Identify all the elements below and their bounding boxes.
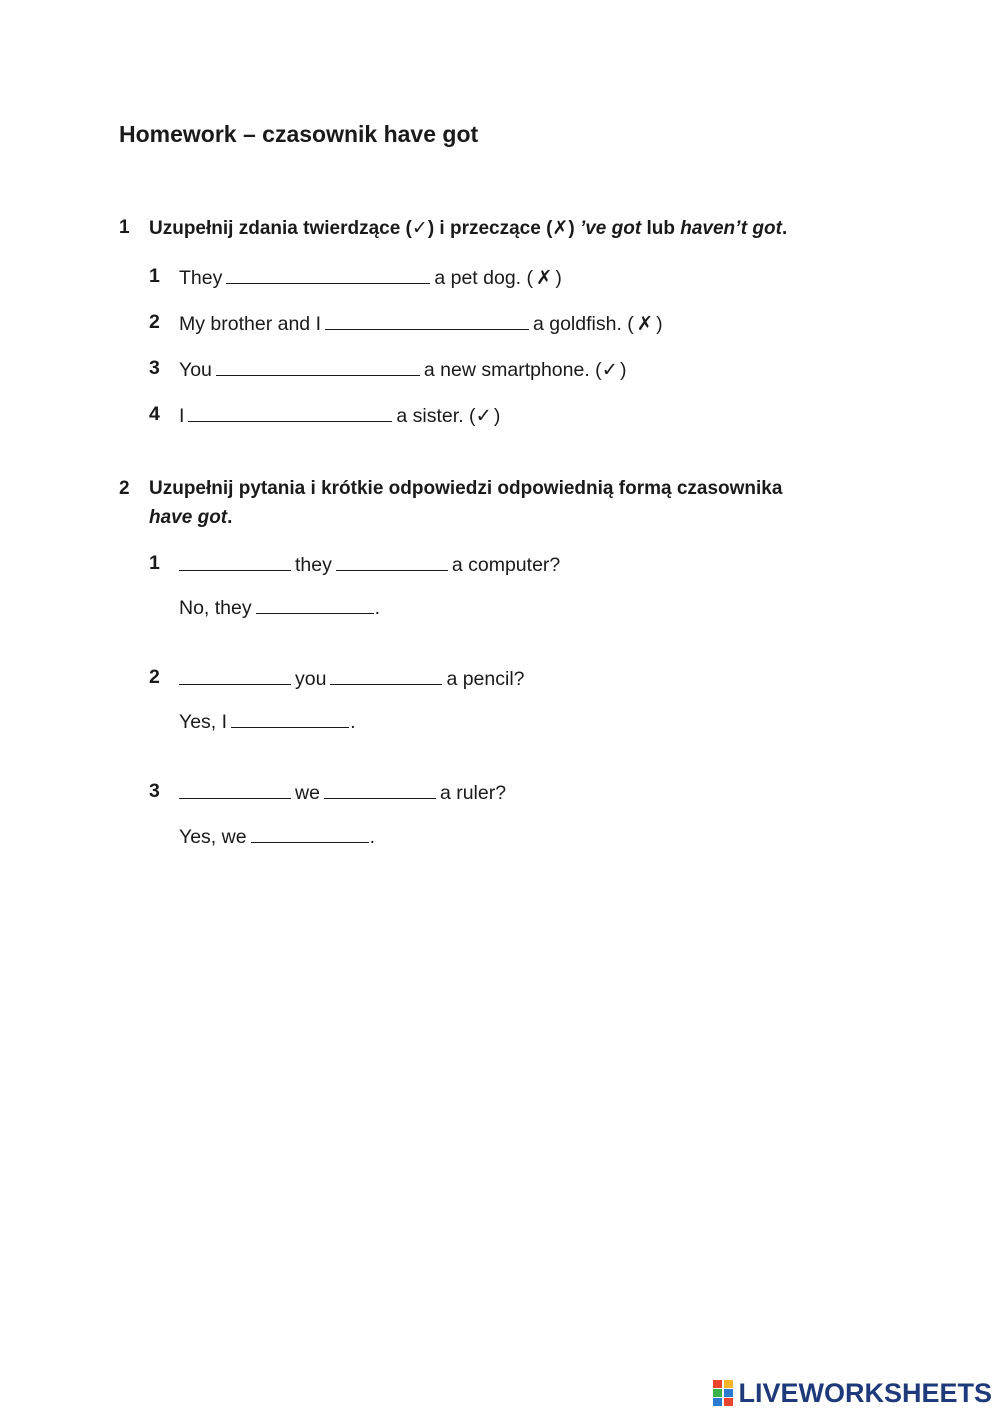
sentence-start: I <box>179 405 185 427</box>
instruction-text: . <box>781 218 788 239</box>
item-number: 3 <box>149 357 160 379</box>
sentence-start: They <box>179 267 223 289</box>
question-subject: you <box>295 668 327 690</box>
cross-mark-icon: ✗ <box>636 313 654 335</box>
check-mark-icon: ✓ <box>411 218 428 239</box>
check-mark-icon: ✓ <box>601 359 619 381</box>
cross-mark-icon: ✗ <box>552 218 569 239</box>
sentence-end: ) <box>620 359 627 381</box>
instruction-text: ) i przeczące ( <box>427 218 553 239</box>
instruction-text: . <box>227 507 233 528</box>
item-number: 1 <box>149 552 160 574</box>
answer-blank[interactable] <box>325 311 529 330</box>
sentence-end: ) <box>493 405 501 427</box>
instruction-text: ) <box>568 218 580 239</box>
sentence-start: You <box>179 359 212 381</box>
answer-blank[interactable] <box>336 552 448 571</box>
short-answer-end: . <box>374 597 381 619</box>
short-answer-start: Yes, I <box>179 711 228 733</box>
instruction-keyword: have got <box>149 507 228 528</box>
answer-blank[interactable] <box>231 709 349 728</box>
instruction-keyword: ’ve got <box>579 218 642 239</box>
answer-blank[interactable] <box>324 780 436 799</box>
page-title: Homework – czasownik have got <box>119 121 479 147</box>
question-end: a pencil? <box>446 668 525 690</box>
answer-blank[interactable] <box>216 357 420 376</box>
exercise-number: 1 <box>119 217 130 238</box>
sentence-end: a goldfish. ( <box>532 313 634 335</box>
check-mark-icon: ✓ <box>475 405 492 427</box>
question-end: a ruler? <box>439 782 507 804</box>
sentence-end: a pet dog. ( <box>434 267 534 289</box>
instruction-keyword: haven’t got <box>680 218 782 239</box>
exercise-1-instruction <box>119 217 919 243</box>
answer-blank[interactable] <box>179 666 291 685</box>
instruction-text: lub <box>641 218 681 239</box>
item-number: 2 <box>149 666 160 688</box>
short-answer-start: Yes, we <box>179 826 247 848</box>
sentence-end: ) <box>555 267 562 289</box>
cross-mark-icon: ✗ <box>536 267 553 289</box>
instruction-text: Uzupełnij pytania i krótkie odpowiedzi odpowiednią formą czasownika <box>149 478 783 499</box>
short-answer-end: . <box>350 711 356 733</box>
question-subject: we <box>295 782 320 804</box>
answer-blank[interactable] <box>256 595 374 614</box>
logo-mark-icon <box>713 1380 735 1406</box>
exercise-2-instruction <box>119 478 919 538</box>
question-subject: they <box>295 554 332 576</box>
item-number: 1 <box>149 265 160 287</box>
answer-blank[interactable] <box>179 780 291 799</box>
answer-blank[interactable] <box>188 403 392 422</box>
answer-blank[interactable] <box>226 265 430 284</box>
item-number: 4 <box>149 403 160 425</box>
answer-blank[interactable] <box>330 666 442 685</box>
liveworksheets-logo <box>713 1378 992 1408</box>
item-number: 2 <box>149 311 160 333</box>
instruction-text: Uzupełnij zdania twierdzące ( <box>149 218 412 239</box>
sentence-end: ) <box>656 313 663 335</box>
sentence-end: a sister. ( <box>396 405 476 427</box>
question-end: a computer? <box>451 554 561 576</box>
item-number: 3 <box>149 780 160 802</box>
logo-text: LIVEWORKSHEETS <box>738 1377 992 1408</box>
short-answer-start: No, they <box>179 597 252 619</box>
sentence-start: My brother and I <box>179 313 321 335</box>
answer-blank[interactable] <box>179 552 291 571</box>
sentence-end: a new smartphone. ( <box>423 359 602 381</box>
exercise-number: 2 <box>119 478 130 499</box>
short-answer-end: . <box>369 826 375 848</box>
answer-blank[interactable] <box>251 824 369 843</box>
